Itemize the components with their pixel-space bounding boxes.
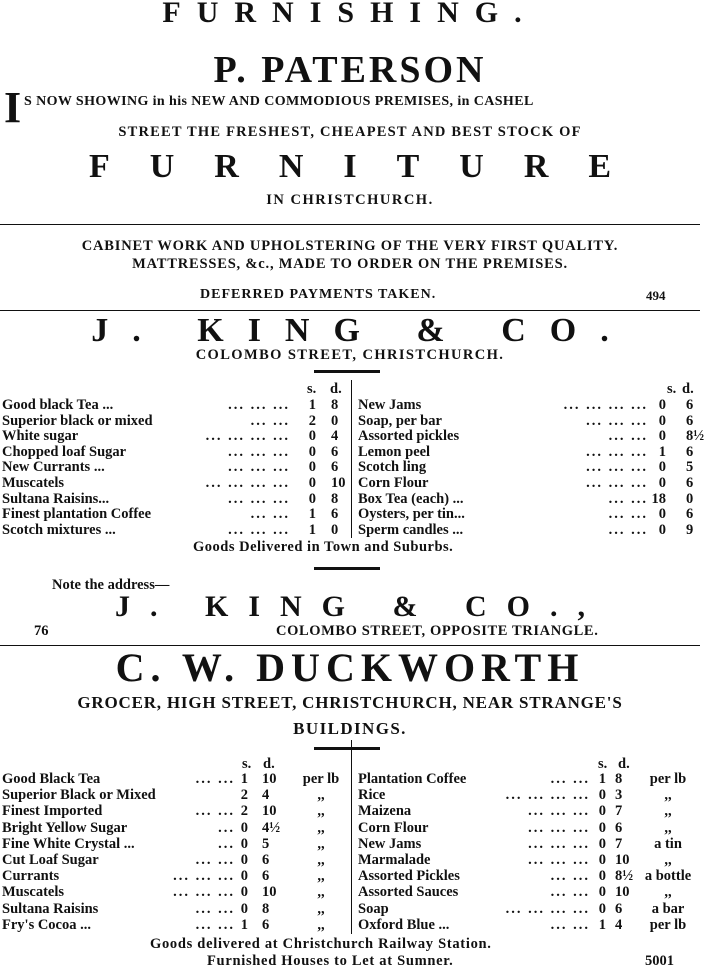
item-name: Soap — [358, 900, 389, 917]
price-shillings: 0 — [308, 475, 316, 491]
duckworth-col-d-right: d. — [618, 756, 630, 772]
price-pence: 8 — [331, 397, 339, 413]
price-shillings: 0 — [240, 900, 248, 917]
price-shillings: 1 — [240, 916, 248, 933]
item-name: Good black Tea ... — [2, 397, 114, 413]
price-shillings: 1 — [598, 916, 606, 933]
price-pence: 5 — [262, 835, 270, 852]
price-pence: 8 — [615, 771, 623, 787]
leader-dots: ... ... — [550, 884, 590, 901]
price-shillings: 1 — [308, 506, 316, 523]
leader-dots: ... ... — [195, 771, 235, 787]
item-name: Lemon peel — [358, 443, 431, 460]
leader-dots: ... ... ... — [528, 852, 590, 868]
price-pence: 10 — [331, 475, 346, 491]
leader-dots: ... ... — [195, 852, 235, 868]
price-pence: 6 — [331, 506, 339, 523]
price-unit: a bottle — [644, 868, 692, 885]
price-shillings: 0 — [598, 900, 606, 917]
price-pence: 0 — [331, 412, 339, 429]
price-pence: 8½ — [686, 428, 704, 445]
price-pence: 6 — [262, 868, 270, 885]
price-shillings: 0 — [240, 835, 248, 852]
price-pence: 6 — [686, 506, 694, 523]
paterson-name: P. PATERSON — [213, 49, 487, 91]
leader-dots: ... ... ... — [228, 397, 290, 413]
price-shillings: 0 — [240, 884, 248, 901]
king-address: COLOMBO STREET, CHRISTCHURCH. — [195, 347, 505, 363]
leader-dots: ... ... — [250, 506, 290, 523]
price-shillings: 1 — [308, 521, 316, 538]
item-name: New Jams — [358, 835, 422, 852]
duckworth-col-s: s. — [242, 756, 252, 772]
king-col-d: d. — [330, 381, 342, 397]
leader-dots: ... ... — [608, 490, 648, 507]
leader-dots: ... — [218, 819, 235, 836]
leader-dots: ... ... ... ... — [205, 475, 290, 491]
leader-dots: ... ... ... — [228, 443, 290, 460]
item-name: New Currants ... — [2, 459, 105, 476]
item-name: Sultana Raisins — [2, 900, 99, 917]
price-shillings: 0 — [598, 852, 606, 868]
leader-dots: ... ... ... — [228, 490, 290, 507]
price-pence: 3 — [615, 787, 623, 804]
price-unit: ,, — [664, 819, 672, 836]
leader-dots: ... ... ... ... — [205, 428, 290, 445]
item-name: Plantation Coffee — [358, 771, 467, 787]
leader-dots: ... ... ... — [528, 819, 590, 836]
item-name: Box Tea (each) ... — [358, 490, 464, 507]
king-delivered: Goods Delivered in Town and Suburbs. — [193, 539, 454, 555]
item-name: Maizena — [358, 803, 412, 820]
price-pence: 8½ — [615, 868, 634, 885]
short-rule — [314, 370, 380, 373]
king-name: J. KING & CO. — [91, 312, 633, 349]
price-unit: ,, — [317, 787, 325, 804]
price-unit: ,, — [317, 900, 325, 917]
price-shillings: 0 — [240, 852, 248, 868]
price-shillings: 0 — [598, 835, 606, 852]
leader-dots: ... ... — [195, 803, 235, 820]
price-unit: ,, — [664, 852, 672, 868]
price-shillings: 1 — [658, 443, 666, 460]
price-unit: a tin — [654, 835, 682, 852]
price-shillings: 1 — [598, 771, 606, 787]
price-shillings: 0 — [308, 490, 316, 507]
price-shillings: 0 — [658, 459, 666, 476]
price-unit: ,, — [664, 787, 672, 804]
king-name-2: J. KING & CO., — [115, 590, 605, 623]
paterson-furniture: FURNITURE — [88, 148, 652, 185]
king-col-d-right: d. — [682, 381, 694, 397]
price-pence: 6 — [331, 459, 339, 476]
paterson-ad-number: 494 — [646, 288, 666, 303]
item-name: Good Black Tea — [2, 771, 101, 787]
price-pence: 8 — [262, 900, 270, 917]
duckworth-col-d: d. — [263, 756, 275, 772]
price-shillings: 0 — [658, 397, 666, 413]
price-unit: per lb — [649, 916, 687, 933]
duckworth-name: C. W. DUCKWORTH — [115, 645, 585, 690]
item-name: Corn Flour — [358, 475, 429, 491]
item-name: Finest Imported — [2, 803, 103, 820]
price-shillings: 0 — [598, 819, 606, 836]
price-shillings: 2 — [240, 803, 248, 820]
price-unit: ,, — [664, 884, 672, 901]
leader-dots: ... ... ... — [228, 459, 290, 476]
leader-dots: ... ... ... — [586, 412, 648, 429]
price-pence: 10 — [262, 771, 277, 787]
paterson-deferred: DEFERRED PAYMENTS TAKEN. — [200, 287, 437, 302]
leader-dots: ... ... ... — [528, 835, 590, 852]
paterson-line2: STREET THE FRESHEST, CHEAPEST AND BEST STOCK OF — [118, 124, 582, 140]
leader-dots: ... ... — [550, 771, 590, 787]
price-unit: ,, — [317, 803, 325, 820]
price-pence: 6 — [262, 916, 270, 933]
leader-dots: ... ... ... — [173, 884, 235, 901]
leader-dots: ... ... — [608, 428, 648, 445]
price-unit: ,, — [317, 852, 325, 868]
price-unit: ,, — [317, 819, 325, 836]
price-pence: 10 — [615, 884, 630, 901]
price-pence: 6 — [686, 475, 694, 491]
item-name: Superior black or mixed — [2, 412, 153, 429]
king-ad-number: 76 — [34, 623, 49, 639]
leader-dots: ... ... ... — [528, 803, 590, 820]
price-pence: 6 — [262, 852, 270, 868]
price-unit: ,, — [317, 835, 325, 852]
price-pence: 9 — [686, 521, 694, 538]
price-shillings: 0 — [598, 803, 606, 820]
price-unit: per lb — [302, 771, 340, 787]
item-name: Oysters, per tin... — [358, 506, 465, 523]
item-name: Fry's Cocoa ... — [2, 916, 91, 933]
price-shillings: 0 — [658, 412, 666, 429]
leader-dots: ... ... ... — [586, 475, 648, 491]
leader-dots: ... ... ... — [228, 521, 290, 538]
item-name: Finest plantation Coffee — [2, 506, 152, 523]
king-col-s: s. — [307, 381, 317, 397]
price-pence: 10 — [262, 884, 277, 901]
price-shillings: 1 — [240, 771, 248, 787]
item-name: Currants — [2, 868, 60, 885]
king-address-2: COLOMBO STREET, OPPOSITE TRIANGLE. — [276, 623, 599, 639]
price-pence: 6 — [615, 819, 623, 836]
price-shillings: 0 — [598, 868, 606, 885]
leader-dots: ... ... ... — [586, 459, 648, 476]
price-unit: ,, — [664, 803, 672, 820]
short-rule — [314, 567, 380, 570]
item-name: Muscatels — [2, 475, 65, 491]
leader-dots: ... ... ... ... — [505, 900, 590, 917]
duckworth-furnished: Furnished Houses to Let at Sumner. — [207, 953, 454, 969]
item-name: New Jams — [358, 397, 422, 413]
price-shillings: 0 — [308, 428, 316, 445]
price-pence: 4 — [615, 916, 623, 933]
price-pence: 7 — [615, 835, 623, 852]
price-unit: per lb — [649, 771, 687, 787]
price-shillings: 18 — [651, 490, 666, 507]
item-name: Assorted Pickles — [358, 868, 460, 885]
item-name: Assorted Sauces — [358, 884, 459, 901]
leader-dots: ... ... ... ... — [505, 787, 590, 804]
price-shillings: 2 — [240, 787, 248, 804]
king-note: Note the address— — [52, 577, 170, 593]
price-unit: ,, — [317, 916, 325, 933]
item-name: Corn Flour — [358, 819, 429, 836]
price-pence: 6 — [615, 900, 623, 917]
price-pence: 10 — [615, 852, 630, 868]
price-pence: 8 — [331, 490, 339, 507]
paterson-mattresses: MATTRESSES, &c., MADE TO ORDER ON THE PREMISES. — [132, 256, 568, 272]
price-pence: 4 — [262, 787, 270, 804]
item-name: Scotch mixtures ... — [2, 521, 116, 538]
price-shillings: 2 — [308, 412, 316, 429]
item-name: Superior Black or Mixed — [2, 787, 156, 804]
leader-dots: ... ... — [195, 900, 235, 917]
leader-dots: ... ... — [550, 916, 590, 933]
item-name: Sultana Raisins... — [2, 490, 110, 507]
item-name: Chopped loaf Sugar — [2, 443, 127, 460]
item-name: Muscatels — [2, 884, 65, 901]
price-pence: 6 — [331, 443, 339, 460]
price-pence: 0 — [331, 521, 339, 538]
price-shillings: 0 — [240, 868, 248, 885]
duckworth-line1: GROCER, HIGH STREET, CHRISTCHURCH, NEAR STRANGE'S — [77, 693, 623, 712]
price-pence: 10 — [262, 803, 277, 820]
king-col-s-right: s. — [667, 381, 677, 397]
duckworth-col-s-right: s. — [598, 756, 608, 772]
duckworth-ad-number: 5001 — [645, 953, 674, 969]
duckworth-delivered: Goods delivered at Christchurch Railway Station. — [150, 936, 492, 952]
price-shillings: 0 — [308, 459, 316, 476]
paterson-header: FURNISHING. — [162, 0, 538, 29]
leader-dots: ... ... — [250, 412, 290, 429]
leader-dots: ... ... — [608, 506, 648, 523]
price-pence: 0 — [686, 490, 694, 507]
price-unit: ,, — [317, 884, 325, 901]
duckworth-line2: BUILDINGS. — [293, 719, 407, 738]
price-shillings: 0 — [308, 443, 316, 460]
divider — [0, 224, 700, 225]
item-name: Marmalade — [358, 852, 431, 868]
price-shillings: 0 — [598, 787, 606, 804]
leader-dots: ... ... ... ... — [563, 397, 648, 413]
price-pence: 6 — [686, 412, 694, 429]
item-name: Oxford Blue ... — [358, 916, 450, 933]
price-unit: a bar — [651, 900, 685, 917]
paterson-cabinet: CABINET WORK AND UPHOLSTERING OF THE VERY FIRST QUALITY. — [81, 238, 619, 254]
leader-dots: ... ... ... — [173, 868, 235, 885]
leader-dots: ... ... — [195, 916, 235, 933]
price-shillings: 0 — [658, 521, 666, 538]
price-shillings: 0 — [658, 506, 666, 523]
item-name: Cut Loaf Sugar — [2, 852, 99, 868]
price-pence: 4½ — [262, 819, 281, 836]
price-shillings: 0 — [240, 819, 248, 836]
divider — [0, 310, 700, 311]
leader-dots: ... — [218, 835, 235, 852]
item-name: White sugar — [2, 428, 79, 445]
item-name: Bright Yellow Sugar — [2, 819, 128, 836]
item-name: Scotch ling — [358, 459, 427, 476]
item-name: Rice — [358, 787, 386, 804]
price-pence: 5 — [686, 459, 694, 476]
price-shillings: 0 — [658, 475, 666, 491]
leader-dots: ... ... ... — [586, 443, 648, 460]
item-name: Soap, per bar — [358, 412, 442, 429]
paterson-dropcap: I — [4, 83, 22, 132]
item-name: Assorted pickles — [358, 428, 460, 445]
price-unit: ,, — [317, 868, 325, 885]
item-name: Sperm candles ... — [358, 521, 464, 538]
paterson-line1: S NOW SHOWING in his NEW AND COMMODIOUS PREMISES, in CASHEL — [24, 94, 534, 109]
price-pence: 6 — [686, 397, 694, 413]
price-pence: 7 — [615, 803, 623, 820]
price-pence: 6 — [686, 443, 694, 460]
price-shillings: 0 — [658, 428, 666, 445]
price-pence: 4 — [331, 428, 339, 445]
item-name: Fine White Crystal ... — [2, 835, 135, 852]
price-shillings: 1 — [308, 397, 316, 413]
leader-dots: ... ... — [550, 868, 590, 885]
paterson-in-christchurch: IN CHRISTCHURCH. — [266, 192, 434, 208]
short-rule — [314, 747, 380, 750]
price-shillings: 0 — [598, 884, 606, 901]
leader-dots: ... ... — [608, 521, 648, 538]
